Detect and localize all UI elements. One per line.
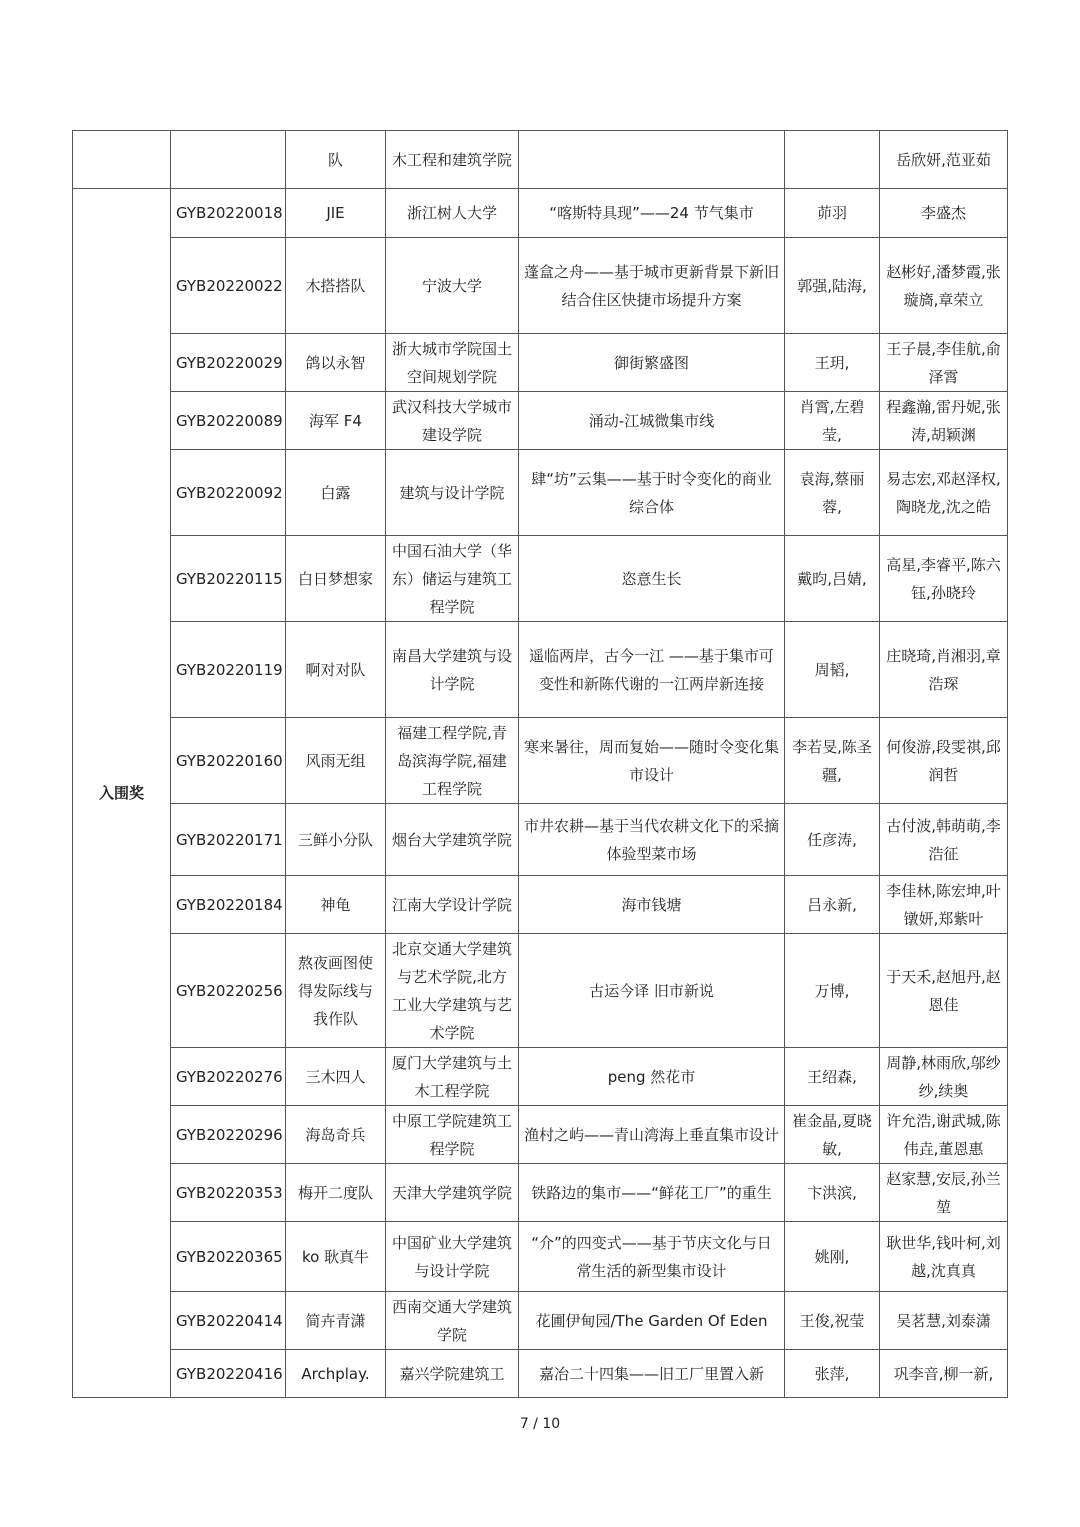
school-cell: 浙江树人大学 <box>386 189 519 238</box>
school-cell: 中国石油大学（华东）储运与建筑工程学院 <box>386 536 519 622</box>
school-cell: 中国矿业大学建筑与设计学院 <box>386 1222 519 1292</box>
members-cell: 岳欣妍,范亚茹 <box>880 131 1008 189</box>
school-cell: 建筑与设计学院 <box>386 450 519 536</box>
mentor-cell: 李若旻,陈圣疆, <box>785 718 880 804</box>
table-row <box>73 392 1008 450</box>
team-cell: 木搭搭队 <box>286 238 386 334</box>
title-cell: 古运今译 旧市新说 <box>519 934 785 1048</box>
members-cell: 许允浩,谢武城,陈伟垚,董恩惠 <box>880 1106 1008 1164</box>
school-cell: 江南大学设计学院 <box>386 876 519 934</box>
table-row <box>73 536 1008 622</box>
code-cell: GYB20220092 <box>171 450 286 536</box>
team-cell: 三鲜小分队 <box>286 804 386 876</box>
table-row <box>73 934 1008 1048</box>
school-cell: 北京交通大学建筑与艺术学院,北方工业大学建筑与艺术学院 <box>386 934 519 1048</box>
mentor-cell: 王绍森, <box>785 1048 880 1106</box>
title-cell <box>519 131 785 189</box>
award-table <box>72 130 1008 1398</box>
code-cell: GYB20220353 <box>171 1164 286 1222</box>
mentor-cell: 万博, <box>785 934 880 1048</box>
team-cell: 白日梦想家 <box>286 536 386 622</box>
title-cell: 铁路边的集市——“鲜花工厂”的重生 <box>519 1164 785 1222</box>
team-cell: 白露 <box>286 450 386 536</box>
code-cell: GYB20220365 <box>171 1222 286 1292</box>
members-cell: 于天禾,赵旭丹,赵恩佳 <box>880 934 1008 1048</box>
table-row <box>73 622 1008 718</box>
school-cell: 浙大城市学院国土空间规划学院 <box>386 334 519 392</box>
table-row <box>73 1048 1008 1106</box>
code-cell: GYB20220416 <box>171 1350 286 1398</box>
table-row <box>73 1292 1008 1350</box>
title-cell: peng 然花市 <box>519 1048 785 1106</box>
school-cell: 南昌大学建筑与设计学院 <box>386 622 519 718</box>
code-cell: GYB20220115 <box>171 536 286 622</box>
mentor-cell: 姚刚, <box>785 1222 880 1292</box>
code-cell: GYB20220029 <box>171 334 286 392</box>
team-cell: 海军 F4 <box>286 392 386 450</box>
members-cell: 周静,林雨欣,邬纱纱,续奥 <box>880 1048 1008 1106</box>
mentor-cell: 张萍, <box>785 1350 880 1398</box>
title-cell: 蓬盒之舟——基于城市更新背景下新旧结合住区快捷市场提升方案 <box>519 238 785 334</box>
code-cell: GYB20220160 <box>171 718 286 804</box>
school-cell: 福建工程学院,青岛滨海学院,福建工程学院 <box>386 718 519 804</box>
title-cell: 涌动-江城微集市线 <box>519 392 785 450</box>
code-cell: GYB20220276 <box>171 1048 286 1106</box>
members-cell: 王子晨,李佳航,俞泽霄 <box>880 334 1008 392</box>
title-cell: 市井农耕—基于当代农耕文化下的采摘体验型菜市场 <box>519 804 785 876</box>
table-row <box>73 1164 1008 1222</box>
table-row <box>73 450 1008 536</box>
table-row <box>73 1222 1008 1292</box>
mentor-cell: 任彦涛, <box>785 804 880 876</box>
category-label: 入围奖 <box>73 189 171 1398</box>
title-cell: “介”的四变式——基于节庆文化与日常生活的新型集市设计 <box>519 1222 785 1292</box>
mentor-cell: 周韬, <box>785 622 880 718</box>
mentor-cell: 卞洪滨, <box>785 1164 880 1222</box>
team-cell: 风雨无组 <box>286 718 386 804</box>
title-cell: 嘉冶二十四集——旧工厂里置入新 <box>519 1350 785 1398</box>
school-cell: 西南交通大学建筑学院 <box>386 1292 519 1350</box>
code-cell: GYB20220414 <box>171 1292 286 1350</box>
table-row <box>73 1350 1008 1398</box>
title-cell: 遥临两岸，古今一江 ——基于集市可变性和新陈代谢的一江两岸新连接 <box>519 622 785 718</box>
members-cell: 李佳林,陈宏坤,叶镦妍,郑紫叶 <box>880 876 1008 934</box>
title-cell: 御街繁盛图 <box>519 334 785 392</box>
members-cell: 耿世华,钱叶柯,刘越,沈真真 <box>880 1222 1008 1292</box>
table-row <box>73 804 1008 876</box>
school-cell: 天津大学建筑学院 <box>386 1164 519 1222</box>
mentor-cell: 崔金晶,夏晓敏, <box>785 1106 880 1164</box>
table-row-continued <box>73 131 1008 189</box>
mentor-cell: 吕永新, <box>785 876 880 934</box>
mentor-cell: 茆羽 <box>785 189 880 238</box>
code-cell: GYB20220089 <box>171 392 286 450</box>
code-cell: GYB20220171 <box>171 804 286 876</box>
code-cell: GYB20220256 <box>171 934 286 1048</box>
members-cell: 赵家慧,安辰,孙兰堃 <box>880 1164 1008 1222</box>
team-cell: ko 耿真牛 <box>286 1222 386 1292</box>
team-cell: 鸽以永智 <box>286 334 386 392</box>
members-cell: 庄晓琦,肖湘羽,章浩琛 <box>880 622 1008 718</box>
team-cell: 熬夜画图使得发际线与我作队 <box>286 934 386 1048</box>
code-cell <box>171 131 286 189</box>
title-cell: 恣意生长 <box>519 536 785 622</box>
members-cell: 李盛杰 <box>880 189 1008 238</box>
members-cell: 易志宏,邓赵泽权,陶晓龙,沈之皓 <box>880 450 1008 536</box>
school-cell: 武汉科技大学城市建设学院 <box>386 392 519 450</box>
mentor-cell <box>785 131 880 189</box>
members-cell: 吴茗慧,刘泰潇 <box>880 1292 1008 1350</box>
table-row <box>73 334 1008 392</box>
team-cell: 简卉青潇 <box>286 1292 386 1350</box>
members-cell: 赵彬好,潘梦霞,张璇旖,章荣立 <box>880 238 1008 334</box>
members-cell: 程鑫瀚,雷丹妮,张涛,胡颖渊 <box>880 392 1008 450</box>
school-cell: 中原工学院建筑工程学院 <box>386 1106 519 1164</box>
members-cell: 古付波,韩萌萌,李浩征 <box>880 804 1008 876</box>
mentor-cell: 戴昀,吕婧, <box>785 536 880 622</box>
members-cell: 高星,李睿平,陈六钰,孙晓玲 <box>880 536 1008 622</box>
team-cell: JIE <box>286 189 386 238</box>
table-row <box>73 876 1008 934</box>
school-cell: 厦门大学建筑与土木工程学院 <box>386 1048 519 1106</box>
team-cell: 队 <box>286 131 386 189</box>
page-number: 7 / 10 <box>519 1416 561 1432</box>
team-cell: 梅开二度队 <box>286 1164 386 1222</box>
title-cell: 海市钱塘 <box>519 876 785 934</box>
team-cell: 三木四人 <box>286 1048 386 1106</box>
mentor-cell: 肖霄,左碧莹, <box>785 392 880 450</box>
code-cell: GYB20220296 <box>171 1106 286 1164</box>
mentor-cell: 王俊,祝莹 <box>785 1292 880 1350</box>
table-row <box>73 189 1008 238</box>
code-cell: GYB20220184 <box>171 876 286 934</box>
category-cell-empty <box>73 131 171 189</box>
table-row <box>73 718 1008 804</box>
code-cell: GYB20220022 <box>171 238 286 334</box>
title-cell: “喀斯特具现”——24 节气集市 <box>519 189 785 238</box>
code-cell: GYB20220018 <box>171 189 286 238</box>
table-row <box>73 238 1008 334</box>
title-cell: 花圃伊甸园/The Garden Of Eden <box>519 1292 785 1350</box>
mentor-cell: 王玥, <box>785 334 880 392</box>
team-cell: 海岛奇兵 <box>286 1106 386 1164</box>
members-cell: 巩李音,柳一新, <box>880 1350 1008 1398</box>
team-cell: 啊对对队 <box>286 622 386 718</box>
school-cell: 嘉兴学院建筑工 <box>386 1350 519 1398</box>
title-cell: 寒来暑往，周而复始——随时令变化集市设计 <box>519 718 785 804</box>
school-cell: 木工程和建筑学院 <box>386 131 519 189</box>
mentor-cell: 郭强,陆海, <box>785 238 880 334</box>
table-row <box>73 1106 1008 1164</box>
school-cell: 宁波大学 <box>386 238 519 334</box>
title-cell: 肆“坊”云集——基于时令变化的商业综合体 <box>519 450 785 536</box>
team-cell: Archplay. <box>286 1350 386 1398</box>
mentor-cell: 袁海,蔡丽蓉, <box>785 450 880 536</box>
code-cell: GYB20220119 <box>171 622 286 718</box>
school-cell: 烟台大学建筑学院 <box>386 804 519 876</box>
team-cell: 神龟 <box>286 876 386 934</box>
title-cell: 渔村之屿——青山湾海上垂直集市设计 <box>519 1106 785 1164</box>
members-cell: 何俊游,段雯祺,邱润哲 <box>880 718 1008 804</box>
